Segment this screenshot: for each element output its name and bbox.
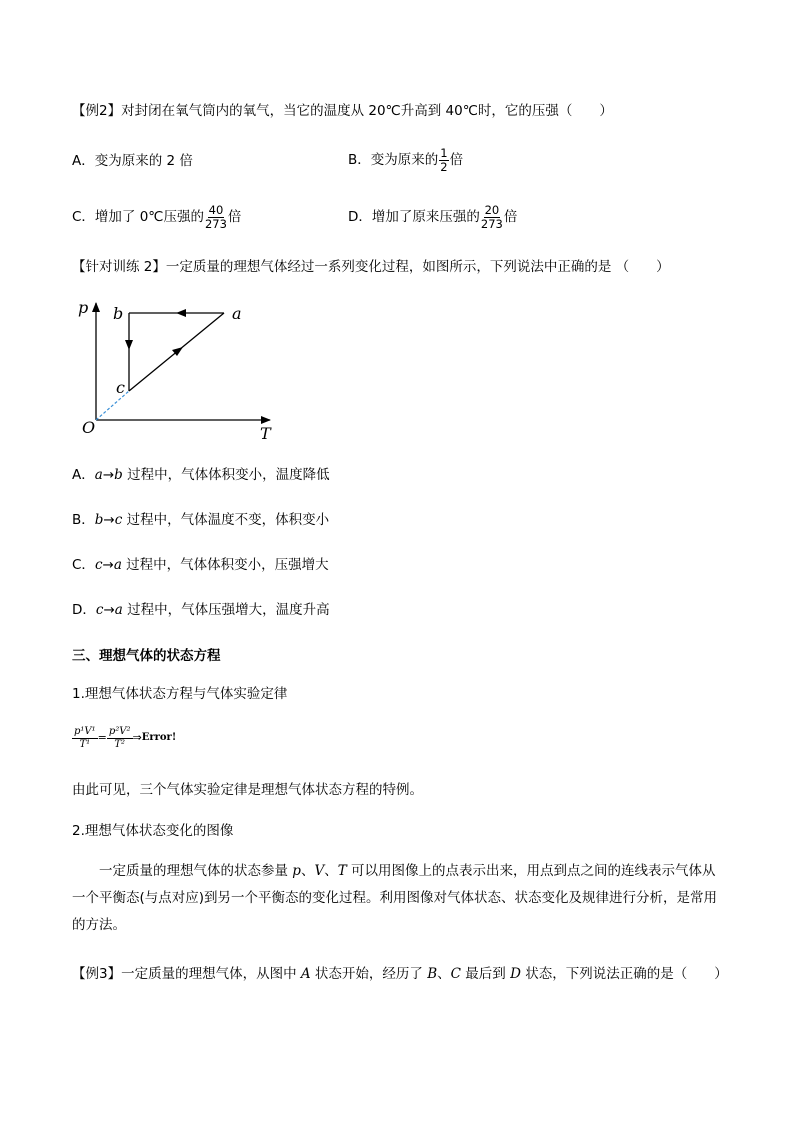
option-b-suffix: 倍	[449, 152, 464, 168]
example-3-question: 【例3】一定质量的理想气体，从图中 A 状态开始，经历了 B、C 最后到 D 状态，下列说法正确的是（ ）	[72, 966, 728, 982]
fraction-40-273: $\frac{40}{273}$	[204, 202, 227, 231]
axis-label-p: p	[78, 298, 89, 317]
point-label-c: c	[116, 378, 125, 397]
training-2-option-a: A．a→b 过程中，气体体积变小，温度降低	[72, 467, 330, 483]
equation-right-fraction: $\frac{\text{p²V²}}{\text{T²}}$	[108, 725, 131, 750]
p-t-graph	[72, 295, 287, 445]
option-d-suffix: 倍	[503, 209, 518, 225]
training-2-option-c: C．c→a 过程中，气体体积变小，压强增大	[72, 557, 329, 573]
option-d-text: D．增加了原来压强的	[348, 209, 480, 225]
example-2-option-c	[72, 202, 241, 232]
example-2-option-a: A．变为原来的 2 倍	[72, 153, 193, 169]
example-2-option-b	[348, 146, 463, 174]
option-c-text: C．增加了 0℃压强的	[72, 209, 204, 225]
training-2-option-d: D．c→a 过程中，气体压强增大，温度升高	[72, 602, 330, 618]
subsection-2-title: 2.理想气体状态变化的图像	[72, 823, 234, 839]
training-2-question: 【针对训练 2】一定质量的理想气体经过一系列变化过程，如图所示，下列说法中正确的是 （ ）	[72, 259, 670, 275]
example-2-option-d	[348, 202, 517, 232]
training-2-option-b: B．b→c 过程中，气体温度不变，体积变小	[72, 512, 330, 528]
option-b-text: B．变为原来的	[348, 152, 439, 168]
point-label-b: b	[113, 304, 124, 323]
example-2-question: 【例2】对封闭在氧气筒内的氧气，当它的温度从 20℃升高到 40℃时，它的压强（ ）	[72, 103, 613, 119]
point-label-a: a	[232, 304, 242, 323]
section-3-title: 三、理想气体的状态方程	[72, 648, 221, 664]
origin-label: O	[82, 418, 96, 437]
equation-left-fraction: $\frac{\text{p¹V¹}}{\text{T¹}}$	[74, 725, 96, 750]
arrow-a-to-b-icon	[176, 309, 186, 317]
axis-label-t: T	[260, 424, 271, 443]
arrow-b-to-c-icon	[125, 340, 133, 350]
conclusion-text: 由此可见，三个气体实验定律是理想气体状态方程的特例。	[72, 782, 423, 798]
fraction-20-273: $\frac{20}{273}$	[480, 202, 503, 231]
state-equation: $\frac{\text{p¹V¹}}{\text{T¹}}$ = $\frac{\text{p²V²}}{\text{T²}}$ ⇒Error!	[74, 725, 177, 750]
option-c-suffix: 倍	[227, 209, 242, 225]
fraction-one-half: $\frac{1}{2}$	[440, 145, 448, 174]
state-graph-paragraph: 一定质量的理想气体的状态参量 p、V、T 可以用图像上的点表示出来，用点到点之间的连线表示气体从一个平衡态(与点对应)到另一个平衡态的变化过程。利用图像对气体状态、状态变化及规律进行分析，是常用的方法。	[72, 863, 718, 933]
subsection-1-title: 1.理想气体状态方程与气体实验定律	[72, 686, 288, 702]
equation-error-text: Error!	[141, 732, 177, 743]
